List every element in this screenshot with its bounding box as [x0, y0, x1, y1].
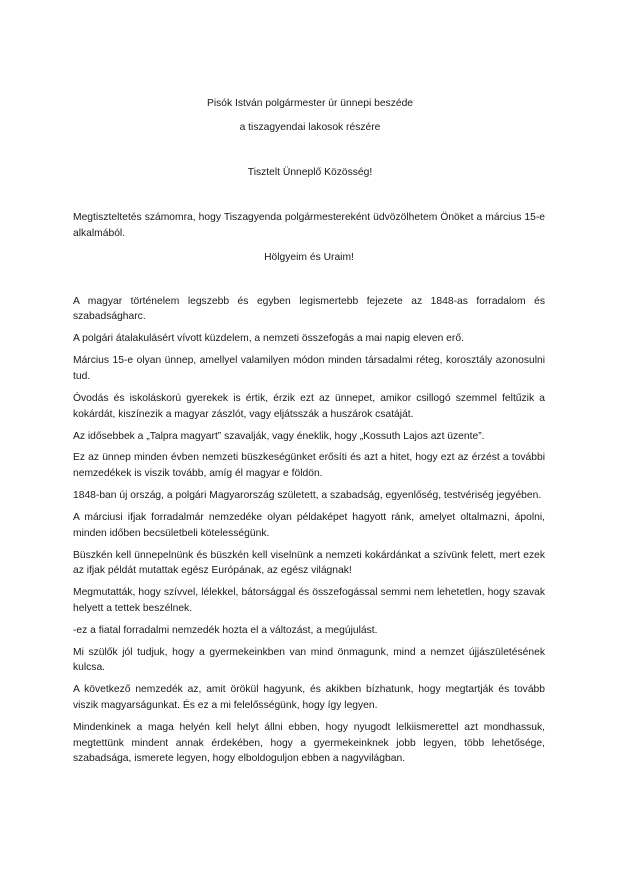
- paragraph: Az idősebbek a „Talpra magyart” szavalják, vagy éneklik, hogy „Kossuth Lajos azt üzente”.: [73, 430, 485, 442]
- paragraph: 1848-ban új ország, a polgári Magyarország született, a szabadság, egyenlőség, testvériség jegyében.: [73, 490, 542, 502]
- paragraph: A következő nemzedék az, amit örökül hagyunk, és akikben bízhatunk, hogy megtartják és tovább viszik magyarságunkat. És ez a mi felelősségünk, hogy így legyen.: [73, 684, 545, 711]
- paragraph: A magyar történelem legszebb és egyben legismertebb fejezete az 1848-as forradalom és szabadságharc.: [73, 295, 545, 323]
- paragraph: Óvodás és iskoláskorú gyerekek is értik, érzik ezt az ünnepet, amikor csillogó szemmel feltűzik a kokárdát, kiszínezik a magyar zászlót, vagy eljátsszák a huszárok csatáját.: [73, 392, 545, 420]
- paragraph: A márciusi ifjak forradalmár nemzedéke olyan példaképet hagyott ránk, amelyet oltalmazni, ápolni, minden időben becsületbeli kötelességünk.: [73, 512, 545, 539]
- paragraph: A polgári átalakulásért vívott küzdelem, a nemzeti összefogás a mai napig eleven erő.: [73, 333, 464, 345]
- intro-paragraph: Megtiszteltetés számomra, hogy Tiszagyenda polgármestereként üdvözölhetem Önöket a március 15-e alkalmából.: [73, 212, 545, 239]
- paragraph: -ez a fiatal forradalmi nemzedék hozta el a változást, a megújulást.: [73, 624, 378, 636]
- speech-subtitle: a tiszagyendai lakosok részére: [239, 122, 381, 133]
- paragraph: Mindenkinek a maga helyén kell helyt állni ebben, hogy nyugodt lelkiismerettel azt mondhassuk, megtettünk mindent annak érdekében, hogy a gyermekeinknek jobb legyen, több lehetősége, szabadsága, ismerete legyen, hogy elboldoguljon ebben a nagyvilágban.: [73, 721, 545, 765]
- paragraph: Büszkén kell ünnepelnünk és büszkén kell viselnünk a nemzeti kokárdánkat a szívünk felett, mert ezek az ifjak példát mutattak egész Európának, az egész világnak!: [73, 549, 545, 577]
- paragraph: Megmutatták, hogy szívvel, lélekkel, bátorsággal és összefogással semmi nem lehetetlen, hogy szavak helyett a tettek beszélnek.: [73, 587, 545, 614]
- paragraph: Ez az ünnep minden évben nemzeti büszkeségünket erősíti és azt a hitet, hogy ezt az érzést a további nemzedékek is viszik tovább, amíg él magyar e földön.: [73, 452, 545, 480]
- greeting: Hölgyeim és Uraim!: [264, 252, 354, 264]
- salutation: Tisztelt Ünneplő Közösség!: [247, 167, 373, 178]
- paragraph: Mi szülők jól tudjuk, hogy a gyermekeinkben van mind önmagunk, mind a nemzet újjászületésének kulcsa.: [73, 646, 545, 674]
- paragraph: Március 15-e olyan ünnep, amellyel valamilyen módon minden társadalmi réteg, korosztály azonosulni tud.: [73, 355, 545, 382]
- speech-body: [73, 210, 545, 773]
- speech-title: Pisók István polgármester úr ünnepi beszéde: [206, 98, 414, 109]
